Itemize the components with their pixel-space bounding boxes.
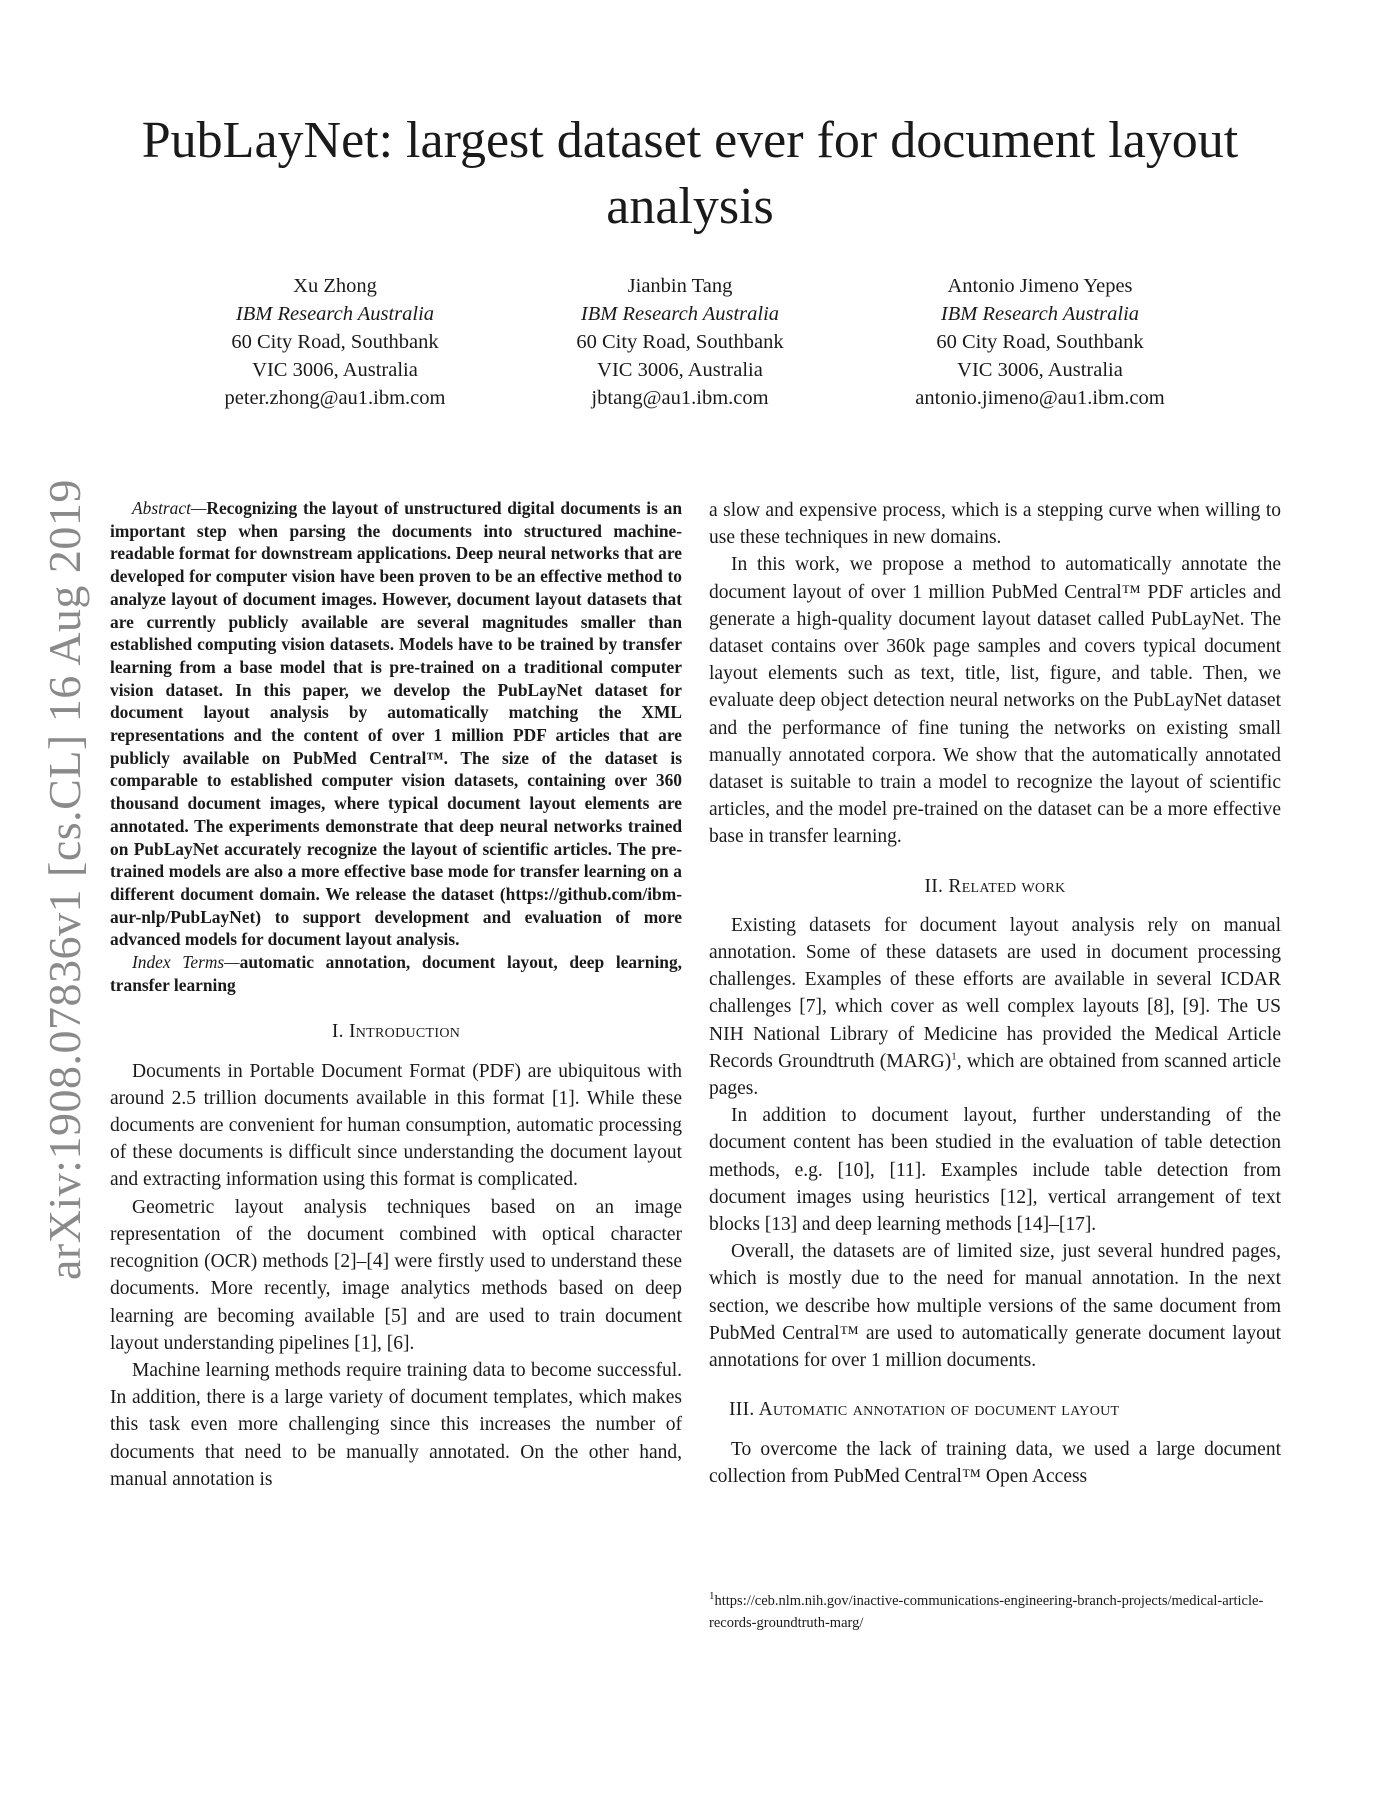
paragraph: Overall, the datasets are of limited size, just several hundred pages, which is mostly due to the need for manual annotation. In the next section, we describe how multiple versions of the same document from PubMed Central™ are used to automatically generate document layout annotations for over 1 million documents. [709, 1241, 1281, 1372]
section-heading-automatic-annotation: III. Automatic annotation of document layout [729, 1399, 1120, 1421]
right-column [709, 497, 1281, 1490]
abstract-text: Recognizing the layout of unstructured digital documents is an important step when parsing the documents into structured machine-readable format for downstream applications. Deep neural networks that are developed for computer vision have been proven to be an effective method to analyze layout of document images. However, document layout datasets that are currently publicly available are several magnitudes smaller than established computing vision datasets. Models have to be trained by transfer learning from a base model that is pre-trained on a traditional computer vision dataset. In this paper, we develop the PubLayNet dataset for document layout analysis by automatically matching the XML representations and the content of over 1 million PDF articles that are publicly available on PubMed Central™. The size of the dataset is comparable to established computer vision datasets, containing over 360 thousand document images, where typical document layout elements are annotated. The experiments demonstrate that deep neural networks trained on PubLayNet accurately recognize the layout of scientific articles. The pre-trained models are also a more effective base mode for transfer learning on a different document domain. We release the dataset (https://github.com/ibm-aur-nlp/PubLayNet) to support development and evaluation of more advanced models for document layout analysis. [110, 498, 682, 950]
paragraph: Machine learning methods require training data to become successful. In addition, there is a large variety of document templates, which makes this task even more challenging since this increases the number of documents that need to be manually annotated. On the other hand, manual annotation is [110, 1359, 682, 1490]
paper-title: PubLayNet: largest dataset ever for document layout analysis [141, 112, 1239, 235]
section-heading-introduction: I. Introduction [331, 1021, 461, 1043]
author-2 [510, 272, 850, 412]
author-email: peter.zhong@au1.ibm.com [224, 387, 446, 409]
author-address-line-2: VIC 3006, Australia [597, 359, 763, 381]
author-email: antonio.jimeno@au1.ibm.com [915, 387, 1165, 409]
paragraph [709, 912, 1281, 1102]
arxiv-stamp: arXiv:1908.07836v1 [cs.CL] 16 Aug 2019 [39, 479, 90, 1280]
author-name: Xu Zhong [293, 275, 377, 297]
author-affiliation: IBM Research Australia [940, 303, 1140, 325]
author-address-line-1: 60 City Road, Southbank [231, 331, 439, 353]
author-address-line-2: VIC 3006, Australia [252, 359, 418, 381]
author-address-line-1: 60 City Road, Southbank [936, 331, 1144, 353]
author-3 [870, 272, 1210, 412]
author-email: jbtang@au1.ibm.com [591, 387, 769, 409]
author-affiliation: IBM Research Australia [235, 303, 435, 325]
index-terms [110, 951, 682, 996]
paragraph: Documents in Portable Document Format (PDF) are ubiquitous with around 2.5 trillion documents available in this format [1]. While these documents are convenient for human consumption, automatic processing of these documents is difficult since understanding the document layout and extracting information using this format is complicated. [110, 1060, 682, 1191]
author-name: Jianbin Tang [627, 275, 733, 297]
paragraph-text: Existing datasets for document layout analysis rely on manual annotation. Some of these datasets are used in document processing challenges. Examples of these efforts are available in several ICDAR challenges [7], which cover as well complex layouts [8], [9]. The US NIH National Library of Medicine has provided the Medical Article Records Groundtruth (MARG) [709, 914, 1281, 1072]
footnote [709, 1590, 1309, 1634]
paragraph: a slow and expensive process, which is a stepping curve when willing to use these techniques in new domains. [709, 500, 1281, 549]
index-terms-text: automatic annotation, document layout, deep learning, transfer learning [110, 952, 682, 995]
author-address-line-1: 60 City Road, Southbank [576, 331, 784, 353]
paragraph: To overcome the lack of training data, we used a large document collection from PubMed Central™ Open Access [709, 1438, 1281, 1487]
abstract [110, 497, 682, 951]
author-1 [165, 272, 505, 412]
footnote-mark: 1 [709, 1590, 715, 1603]
abstract-lead: Abstract— [132, 498, 207, 518]
paragraph: Geometric layout analysis techniques based on an image representation of the document combined with optical character recognition (OCR) methods [2]–[4] were firstly used to understand these documents. More recently, image analytics methods based on deep learning are becoming available [5] and are used to train document layout understanding pipelines [1], [6]. [110, 1196, 682, 1354]
paragraph: In addition to document layout, further understanding of the document content has been studied in the evaluation of table detection methods, e.g. [10], [11]. Examples include table detection from document images using heuristics [12], vertical arrangement of text blocks [13] and deep learning methods [14]–[17]. [709, 1105, 1281, 1236]
author-affiliation: IBM Research Australia [580, 303, 780, 325]
footnote-marker: 1 [951, 1050, 957, 1063]
paragraph: In this work, we propose a method to automatically annotate the document layout of over 1 million PubMed Central™ PDF articles and generate a high-quality document layout dataset called PubLayNet. The dataset contains over 360k page samples and covers typical document layout elements such as text, title, list, figure, and table. Then, we evaluate deep object detection neural networks on the PubLayNet dataset and the performance of fine tuning the networks on existing small manually annotated corpora. We show that the automatically annotated dataset is suitable to train a model to recognize the layout of scientific articles, and the model pre-trained on the dataset can be a more effective base in transfer learning. [709, 554, 1281, 848]
author-name: Antonio Jimeno Yepes [947, 275, 1133, 297]
section-heading-related-work: II. Related work [924, 875, 1066, 897]
index-terms-lead: Index Terms— [132, 952, 240, 973]
footnote-url[interactable]: https://ceb.nlm.nih.gov/inactive-communications-engineering-branch-projects/medical-article-records-groundtruth-marg/ [709, 1593, 1264, 1631]
paragraph-text: , which are obtained from scanned article pages. [709, 1050, 1281, 1100]
left-column [110, 497, 682, 1493]
author-address-line-2: VIC 3006, Australia [957, 359, 1123, 381]
